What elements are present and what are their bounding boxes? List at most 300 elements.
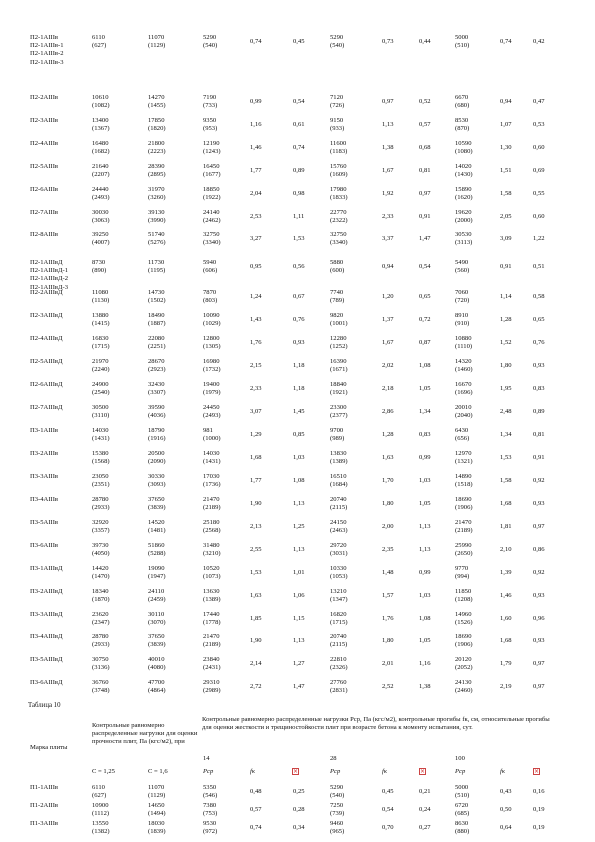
table-cell: 0,24 [419,806,431,813]
plate-mark: П2-5АIIIвД [30,358,63,365]
table-cell: 1,20 [382,293,394,300]
table-cell: 21470 (2189) [203,633,221,649]
table-cell: 1,01 [293,569,305,576]
table-cell: 0,74 [250,824,262,831]
table-cell: 5000 (510) [455,34,470,50]
table-cell: 1,53 [293,235,305,242]
table-cell: 0,76 [533,339,545,346]
table-cell: 0,57 [250,806,262,813]
table-cell: 0,76 [293,316,305,323]
header-age-14: 14 [203,755,210,762]
table-cell: 18340 (1870) [92,588,110,604]
table-cell: 1,80 [500,362,512,369]
table-cell: 13400 (1367) [92,117,110,133]
table-cell: 0,86 [533,546,545,553]
table-cell: 25990 (2650) [455,542,473,558]
table-cell: 5880 (600) [330,259,345,275]
formula-placeholder-icon: × [293,768,299,775]
table-cell: 0,99 [250,98,262,105]
table-cell: 24140 (2462) [203,209,221,225]
table-cell: 1,76 [250,339,262,346]
table-cell: 22080 (2251) [148,335,166,351]
table-cell: 1,22 [533,235,545,242]
table-cell: 14730 (1502) [148,289,166,305]
table-cell: 1,68 [250,454,262,461]
table-cell: 36760 (3748) [92,679,110,695]
table-cell: 16980 (1732) [203,358,221,374]
plate-mark: П3-4АIIIвД [30,633,63,640]
table-cell: 11070 (1129) [148,34,166,50]
table-cell: 1,03 [419,477,431,484]
table-cell: 1,63 [382,454,394,461]
table-cell: 1,68 [500,500,512,507]
table-cell: 24900 (2540) [92,381,110,397]
table-cell: 23620 (2347) [92,611,110,627]
table-cell: 25180 (2568) [203,519,221,535]
formula-placeholder-icon: × [534,768,540,775]
table-cell: 1,05 [419,637,431,644]
table-cell: 2,53 [250,213,262,220]
table-cell: 1,29 [250,431,262,438]
table-cell: 1,85 [250,615,262,622]
table-cell: 1,52 [500,339,512,346]
table-cell: 1,47 [293,683,305,690]
table-cell: 13880 (1415) [92,312,110,328]
header-age-28: 28 [330,755,337,762]
table-cell: 14520 (1481) [148,519,166,535]
header-fk-28: fк [382,768,387,775]
table-cell: 18690 (1906) [455,496,473,512]
table-cell: 8530 (870) [455,117,470,133]
table-cell: 31480 (3210) [203,542,221,558]
table-cell: 0,54 [293,98,305,105]
table-cell: 14420 (1470) [92,565,110,581]
table-cell: 7380 (753) [203,802,218,818]
table-cell: 2,05 [500,213,512,220]
table-cell: 5290 (540) [330,784,345,800]
table-cell: 3,09 [500,235,512,242]
plate-mark: П3-3АIIIв [30,473,59,480]
table-cell: 1,67 [382,339,394,346]
table-cell: 0,34 [293,824,305,831]
plate-mark: П2-2АIIIвД [30,289,63,296]
table-cell: 1,15 [293,615,305,622]
table-cell: 15760 (1609) [330,163,348,179]
table-cell: 1,27 [293,660,305,667]
table-cell: 0,93 [533,362,545,369]
plate-mark: П3-5АIIIвД [30,656,63,663]
table-cell: 2,15 [250,362,262,369]
table-cell: 9460 (965) [330,820,345,836]
table-cell: 0,60 [533,144,545,151]
table-cell: 19090 (1947) [148,565,166,581]
header-pcp-100: Pcp [455,768,466,775]
table-cell: 30530 (3113) [455,231,473,247]
table-cell: 18790 (1916) [148,427,166,443]
table-cell: 14890 (1518) [455,473,473,489]
table-cell: 7870 (803) [203,289,218,305]
table-cell: 1,48 [382,569,394,576]
table-cell: 32750 (3340) [203,231,221,247]
table-cell: 2,48 [500,408,512,415]
plate-mark: П2-5АIIIв [30,163,59,170]
table-cell: 13210 (1347) [330,588,348,604]
table-cell: 12970 (1321) [455,450,473,466]
table-cell: 32750 (3340) [330,231,348,247]
table-cell: 0,93 [293,339,305,346]
table-cell: 0,69 [533,167,545,174]
table-cell: 29720 (3031) [330,542,348,558]
table-cell: 1,53 [500,454,512,461]
table-cell: 5000 (510) [455,784,470,800]
table-cell: 6430 (656) [455,427,470,443]
table-cell: 0,91 [500,263,512,270]
table-cell: 21470 (2189) [203,496,221,512]
table-cell: 1,05 [419,500,431,507]
table-cell: 13830 (1389) [330,450,348,466]
table-cell: 0,58 [533,293,545,300]
plate-mark: П2-1АIIIвД П2-1АIIIвД-1 П2-1АIIIвД-2 П2-1АIIIвД-3 [30,259,69,291]
table-cell: 0,65 [419,293,431,300]
table-cell: 1,53 [250,569,262,576]
table-cell: 17850 (1820) [148,117,166,133]
table-cell: 1,03 [293,454,305,461]
table-cell: 15890 (1620) [455,186,473,202]
table-cell: 10610 (1082) [92,94,110,110]
table-cell: 0,97 [533,660,545,667]
table-cell: 2,18 [382,385,394,392]
table-cell: 0,83 [533,385,545,392]
table-cell: 1,13 [293,546,305,553]
table-cell: 1,37 [382,316,394,323]
plate-mark: П2-4АIIIв [30,140,59,147]
table-cell: 1,45 [293,408,305,415]
table-cell: 1,16 [250,121,262,128]
table-cell: 0,68 [419,144,431,151]
plate-mark: П2-6АIIIвД [30,381,63,388]
table-cell: 31970 (3260) [148,186,166,202]
table-cell: 1,90 [250,500,262,507]
table-cell: 32430 (3307) [148,381,166,397]
table-cell: 0,93 [533,592,545,599]
table-cell: 1,43 [250,316,262,323]
table-cell: 1,18 [293,362,305,369]
table-cell: 28780 (2933) [92,496,110,512]
table-cell: 18030 (1839) [148,820,166,836]
table-cell: 0,51 [533,263,545,270]
table-cell: 11600 (1183) [330,140,348,156]
plate-mark: П3-2АIIIв [30,450,59,457]
table-cell: 1,08 [293,477,305,484]
table-cell: 0,95 [250,263,262,270]
table-cell: 2,01 [382,660,394,667]
table-cell: 14650 (1494) [148,802,166,818]
table-cell: 1,46 [250,144,262,151]
table-cell: 1,25 [293,523,305,530]
table-cell: 5290 (540) [330,34,345,50]
table-cell: 10590 (1080) [455,140,473,156]
table-cell: 0,91 [533,454,545,461]
table-cell: 18690 (1906) [455,633,473,649]
header-stiffness: Контрольные равномерно распределенные нагрузки Pcp, Па (кгс/м2), контрольные прогибы fк, см, относительные прогибы для оценки жесткости и трещиностойкости плит при возрасте бетона к моменту испытания, сут. [202,716,550,732]
table-cell: 0,61 [293,121,305,128]
table-cell: 3,37 [382,235,394,242]
table-cell: 24150 (2463) [330,519,348,535]
table-cell: 18490 (1887) [148,312,166,328]
table-cell: 16830 (1715) [92,335,110,351]
table-cell: 20740 (2115) [330,496,348,512]
table-cell: 1,70 [382,477,394,484]
table-cell: 24450 (2493) [203,404,221,420]
table-cell: 2,02 [382,362,394,369]
table-cell: 1,06 [293,592,305,599]
table-cell: 6110 (627) [92,34,107,50]
table-cell: 30110 (3070) [148,611,166,627]
table-cell: 1,34 [500,431,512,438]
table-cell: 9150 (933) [330,117,345,133]
table-cell: 0,28 [293,806,305,813]
table-cell: 20010 (2040) [455,404,473,420]
table-cell: 9700 (989) [330,427,345,443]
table-cell: 17030 (1736) [203,473,221,489]
table-cell: 7060 (720) [455,289,470,305]
table-cell: 16820 (1715) [330,611,348,627]
table-cell: 0,45 [293,38,305,45]
table-cell: 21470 (2189) [455,519,473,535]
table-cell: 2,86 [382,408,394,415]
table-cell: 0,93 [533,500,545,507]
table-cell: 14960 (1526) [455,611,473,627]
table-cell: 2,19 [500,683,512,690]
table-cell: 1,90 [250,637,262,644]
table-cell: 7250 (739) [330,802,345,818]
plate-mark: П3-3АIIIвД [30,611,63,618]
table-cell: 1,13 [419,523,431,530]
table-cell: 12800 (1305) [203,335,221,351]
table-cell: 22810 (2326) [330,656,348,672]
plate-mark: П1-1АIIIв [30,784,59,791]
table-cell: 0,73 [382,38,394,45]
table-cell: 39130 (3990) [148,209,166,225]
table-cell: 16510 (1684) [330,473,348,489]
plate-mark: П2-3АIIIвД [30,312,63,319]
table-cell: 0,21 [419,788,431,795]
table-cell: 1,14 [500,293,512,300]
table-cell: 8730 (890) [92,259,107,275]
table-cell: 39590 (4036) [148,404,166,420]
table-cell: 7740 (789) [330,289,345,305]
table-cell: 0,74 [500,38,512,45]
table-cell: 30500 (3110) [92,404,110,420]
table-cell: 1,68 [500,637,512,644]
table-cell: 10330 (1053) [330,565,348,581]
table-cell: 0,92 [533,569,545,576]
table-cell: 1,95 [500,385,512,392]
table-cell: 0,43 [500,788,512,795]
table-cell: 2,00 [382,523,394,530]
table-cell: 1,58 [500,190,512,197]
table-cell: 1,80 [382,637,394,644]
table-cell: 0,65 [533,316,545,323]
table-cell: 0,89 [533,408,545,415]
plate-mark: П2-7АIIIвД [30,404,63,411]
table-cell: 24440 (2493) [92,186,110,202]
table-cell: 16670 (1696) [455,381,473,397]
table-cell: 0,70 [382,824,394,831]
table-cell: 18840 (1921) [330,381,348,397]
table-cell: 0,53 [533,121,545,128]
table-cell: 11080 (1130) [92,289,110,305]
table-cell: 0,56 [293,263,305,270]
plate-mark: П2-2АIIIв [30,94,59,101]
plate-mark: П3-5АIIIв [30,519,59,526]
table-cell: 20740 (2115) [330,633,348,649]
table-cell: 2,72 [250,683,262,690]
table-cell: 1,08 [419,362,431,369]
table-cell: 2,35 [382,546,394,553]
table-cell: 1,39 [500,569,512,576]
table-cell: 0,97 [533,523,545,530]
table-cell: 1,38 [382,144,394,151]
table-cell: 0,81 [533,431,545,438]
table-cell: 0,19 [533,824,545,831]
table-cell: 7120 (726) [330,94,345,110]
table-cell: 12280 (1252) [330,335,348,351]
header-c16: C = 1,6 [148,768,168,775]
table-cell: 1,07 [500,121,512,128]
table-cell: 0,55 [533,190,545,197]
table-cell: 11850 (1208) [455,588,473,604]
table-cell: 14030 (1431) [203,450,221,466]
table-cell: 0,85 [293,431,305,438]
table-cell: 0,64 [500,824,512,831]
table-cell: 17440 (1778) [203,611,221,627]
table-cell: 0,94 [500,98,512,105]
table-cell: 30030 (3063) [92,209,110,225]
table-cell: 23840 (2431) [203,656,221,672]
table-cell: 12190 (1243) [203,140,221,156]
table-cell: 37650 (3839) [148,496,166,512]
table-cell: 7190 (733) [203,94,218,110]
table-cell: 1,13 [419,546,431,553]
table-cell: 1,77 [250,167,262,174]
table-cell: 1,58 [500,477,512,484]
table-cell: 10880 (1110) [455,335,473,351]
table-cell: 1,47 [419,235,431,242]
table-cell: 1,57 [382,592,394,599]
table-cell: 0,97 [533,683,545,690]
table-cell: 0,83 [419,431,431,438]
table-cell: 14320 (1460) [455,358,473,374]
plate-mark: П2-7АIIIв [30,209,59,216]
table-cell: 0,97 [419,190,431,197]
table-cell: 0,99 [419,454,431,461]
plate-mark: П3-4АIIIв [30,496,59,503]
plate-mark: П3-6АIIIвД [30,679,63,686]
table-cell: 0,89 [293,167,305,174]
table-cell: 30750 (3136) [92,656,110,672]
table-cell: 1,05 [419,385,431,392]
table-cell: 0,72 [419,316,431,323]
table-cell: 11730 (1195) [148,259,166,275]
plate-mark: П3-1АIIIвД [30,565,63,572]
table-cell: 17980 (1833) [330,186,348,202]
header-fk-14: fк [250,768,255,775]
table-cell: 1,11 [293,213,305,220]
table-cell: 0,93 [533,637,545,644]
table-cell: 1,81 [500,523,512,530]
table-cell: 1,16 [419,660,431,667]
table-cell: 0,87 [419,339,431,346]
plate-mark: П2-6АIIIв [30,186,59,193]
table-cell: 0,97 [382,98,394,105]
plate-mark: П2-8АIIIв [30,231,59,238]
table-cell: 2,52 [382,683,394,690]
plate-mark: П2-1АIIIв П2-1АIIIв-1 П2-1АIIIв-2 П2-1АIIIв-3 [30,34,64,66]
table-cell: 14270 (1455) [148,94,166,110]
table-cell: 10900 (1112) [92,802,110,818]
table-cell: 19620 (2000) [455,209,473,225]
table-cell: 1,03 [419,592,431,599]
table-cell: 1,46 [500,592,512,599]
table-cell: 39730 (4050) [92,542,110,558]
table-cell: 1,34 [419,408,431,415]
table-cell: 28780 (2933) [92,633,110,649]
table-caption: Таблица 10 [28,702,61,709]
table-cell: 16390 (1671) [330,358,348,374]
table-cell: 8910 (910) [455,312,470,328]
table-cell: 14030 (1431) [92,427,110,443]
table-cell: 1,28 [382,431,394,438]
table-cell: 1,79 [500,660,512,667]
table-cell: 0,48 [250,788,262,795]
table-cell: 2,33 [250,385,262,392]
table-cell: 1,13 [293,500,305,507]
plate-mark: П2-4АIIIвД [30,335,63,342]
table-cell: 0,60 [533,213,545,220]
table-cell: 1,80 [382,500,394,507]
table-cell: 981 (1000) [203,427,221,443]
table-cell: 0,44 [419,38,431,45]
table-cell: 0,27 [419,824,431,831]
table-cell: 51740 (5276) [148,231,166,247]
table-cell: 23300 (2377) [330,404,348,420]
table-cell: 0,57 [419,121,431,128]
table-cell: 0,74 [250,38,262,45]
table-cell: 0,92 [533,477,545,484]
table-cell: 3,07 [250,408,262,415]
table-cell: 22770 (2322) [330,209,348,225]
table-cell: 30330 (3093) [148,473,166,489]
table-cell: 1,28 [500,316,512,323]
table-cell: 20500 (2090) [148,450,166,466]
table-cell: 0,94 [382,263,394,270]
table-cell: 0,47 [533,98,545,105]
table-cell: 2,33 [382,213,394,220]
table-cell: 1,24 [250,293,262,300]
table-cell: 0,98 [293,190,305,197]
plate-mark: П3-1АIIIв [30,427,59,434]
table-cell: 0,54 [382,806,394,813]
table-cell: 5490 (560) [455,259,470,275]
table-cell: 1,30 [500,144,512,151]
table-cell: 1,13 [293,637,305,644]
formula-placeholder-icon: × [420,768,426,775]
table-cell: 16450 (1677) [203,163,221,179]
table-cell: 1,13 [382,121,394,128]
table-cell: 0,42 [533,38,545,45]
header-strength: Контрольные равномерно распределенные нагрузки для оценки прочности плит, Па (кгс/м2), при [92,722,198,746]
